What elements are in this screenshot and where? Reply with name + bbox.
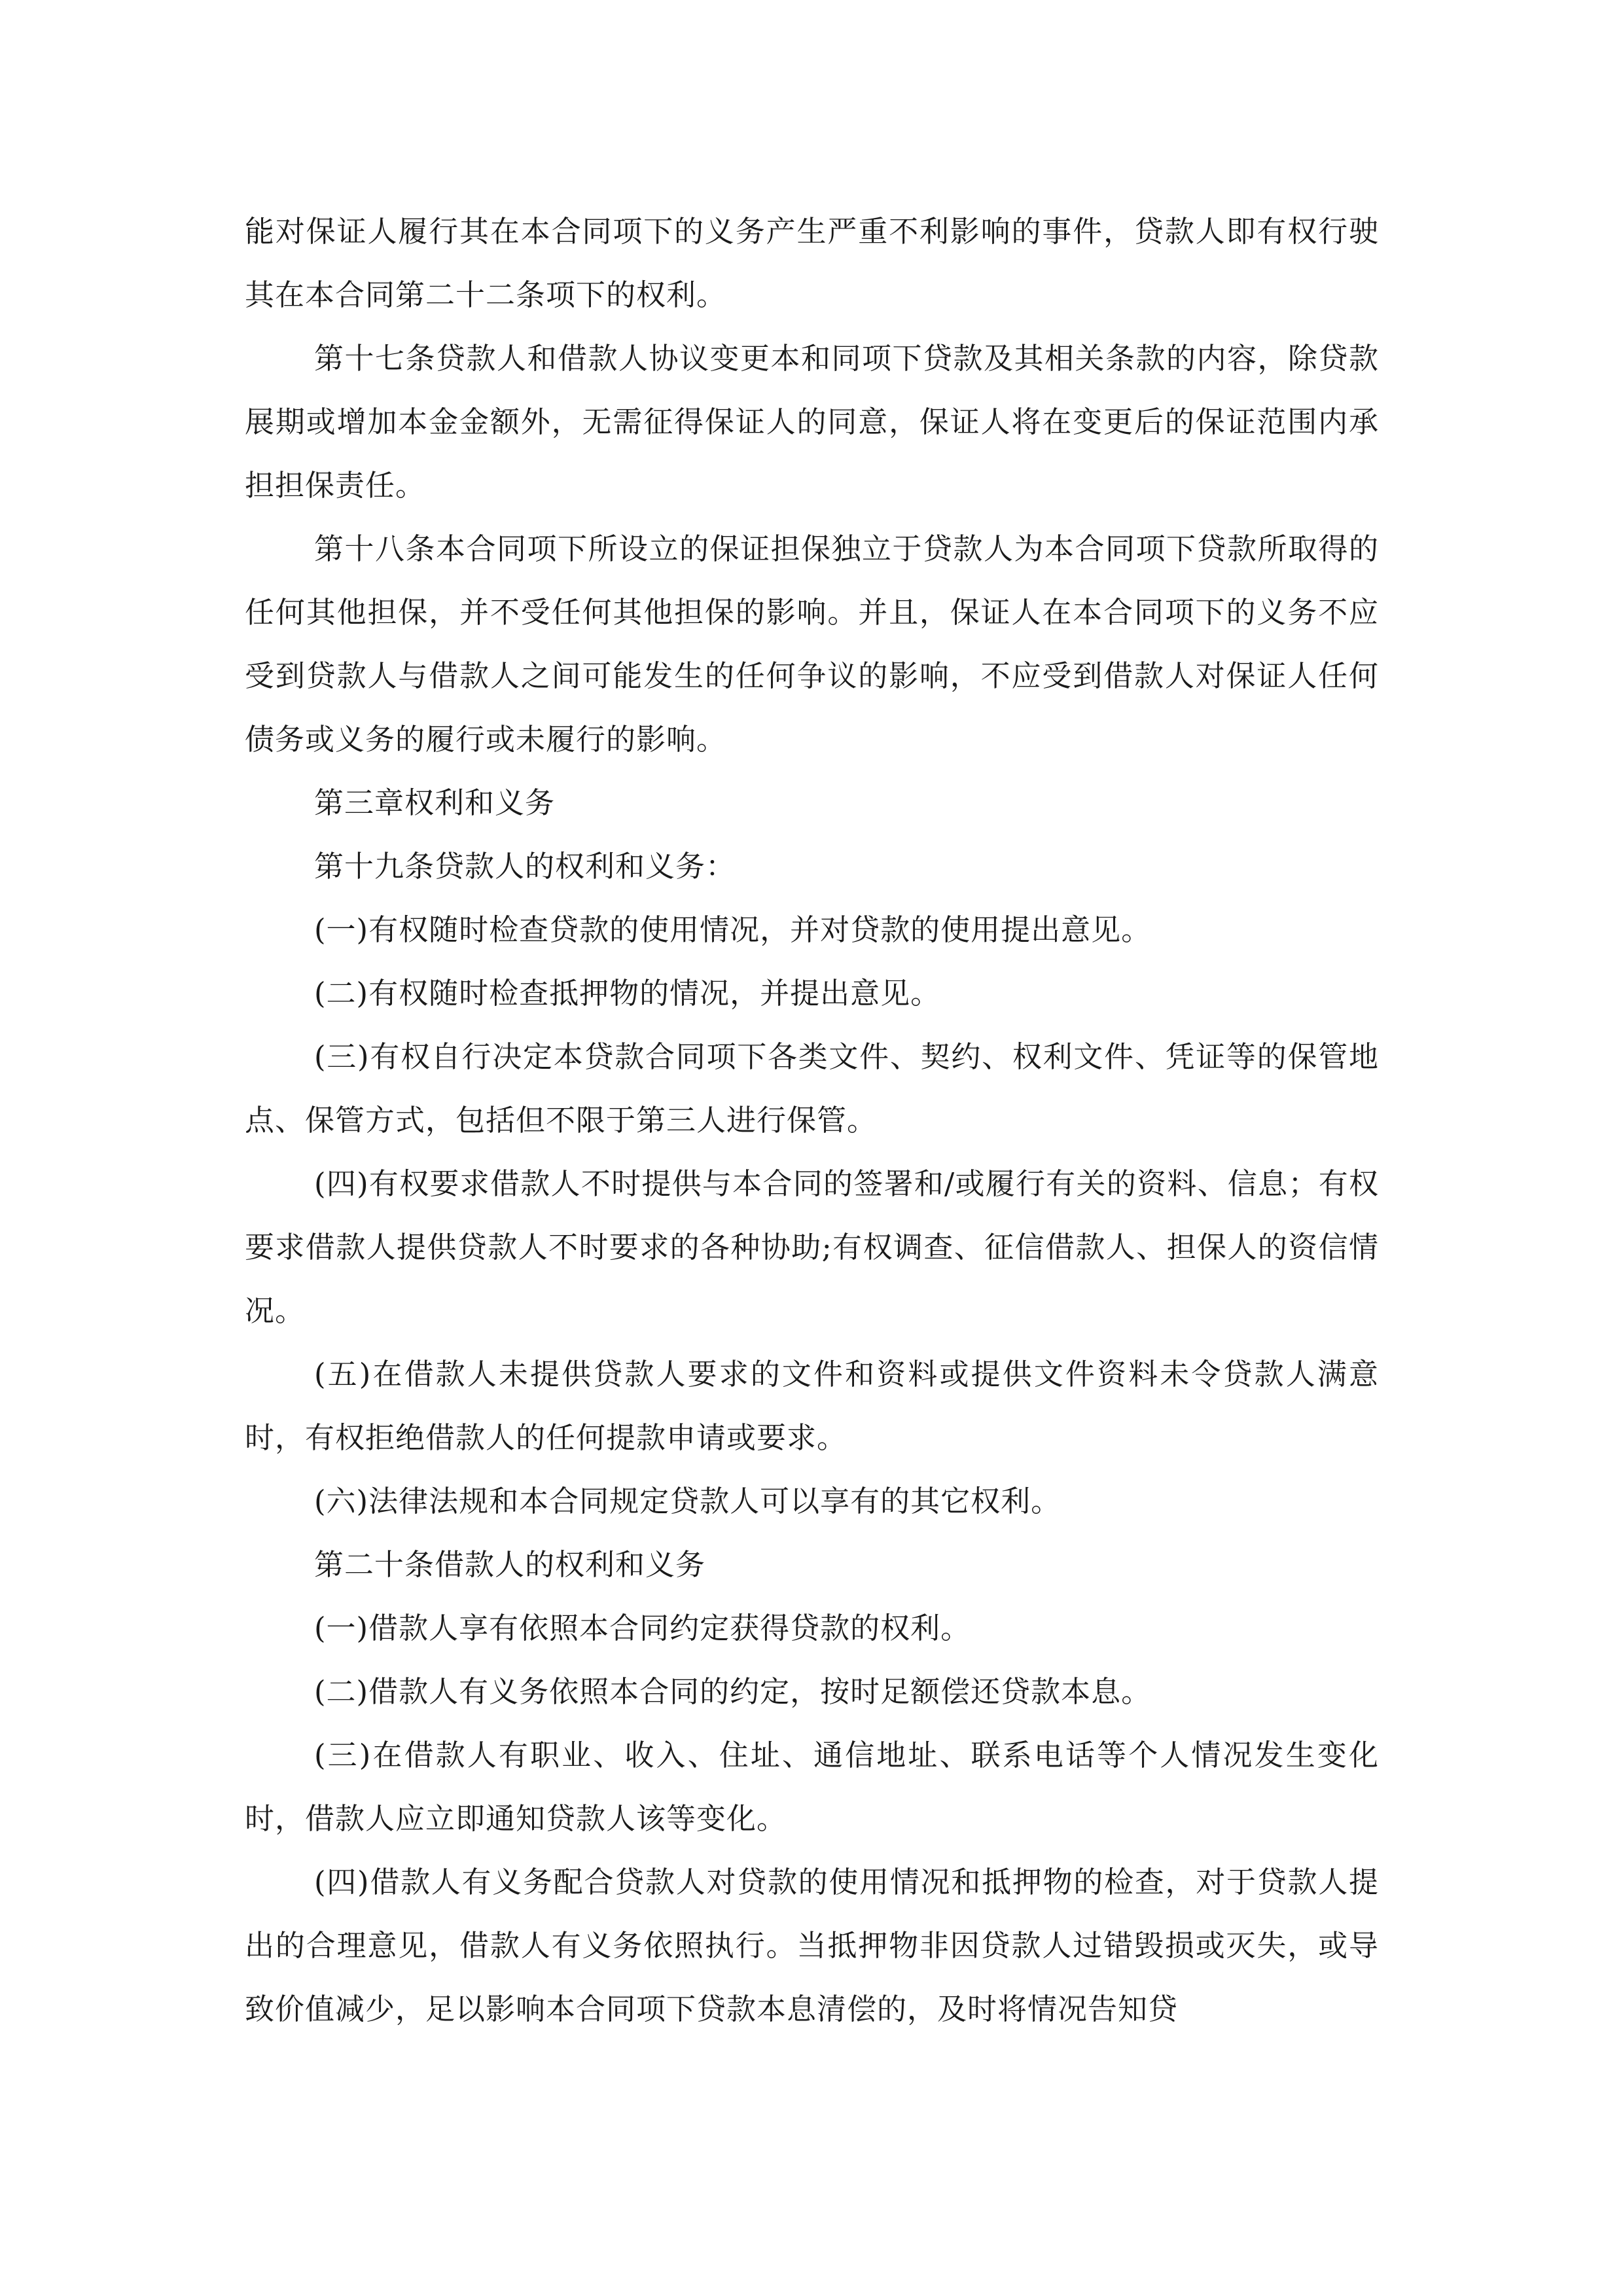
list-item: (二)借款人有义务依照本合同的约定，按时足额偿还贷款本息。: [314, 1674, 1152, 1709]
list-item: (一)有权随时检查贷款的使用情况，并对贷款的使用提出意见。: [314, 912, 1152, 947]
list-item: (二)有权随时检查抵押物的情况，并提出意见。: [314, 976, 941, 1011]
chapter-heading: 第三章权利和义务: [314, 785, 556, 820]
list-item: (六)法律法规和本合同规定贷款人可以享有的其它权利。: [314, 1484, 1061, 1518]
list-item: (五)在借款人未提供贷款人要求的文件和资料或提供文件资料未令贷款人满意时，有权拒绝借款人的任何提款申请或要求。: [245, 1357, 1379, 1455]
paragraph-article-18: 第十八条本合同项下所设立的保证担保独立于贷款人为本合同项下贷款所取得的任何其他担保，并不受任何其他担保的影响。并且，保证人在本合同项下的义务不应受到贷款人与借款人之间可能发生的任何争议的影响，不应受到借款人对保证人任何债务或义务的履行或未履行的影响。: [245, 531, 1379, 757]
list-item: (四)有权要求借款人不时提供与本合同的签署和/或履行有关的资料、信息；有权要求借款人提供贷款人不时要求的各种协助;有权调查、征信借款人、担保人的资信情况。: [245, 1166, 1379, 1328]
paragraph-article-17: 第十七条贷款人和借款人协议变更本和同项下贷款及其相关条款的内容，除贷款展期或增加本金金额外，无需征得保证人的同意，保证人将在变更后的保证范围内承担担保责任。: [245, 341, 1379, 503]
list-item: (四)借款人有义务配合贷款人对贷款的使用情况和抵押物的检查，对于贷款人提出的合理意见，借款人有义务依照执行。当抵押物非因贷款人过错毁损或灭失，或导致价值减少，足以影响本合同项下贷款本息清偿的，及时将情况告知贷: [245, 1865, 1379, 2026]
list-item: (三)在借款人有职业、收入、住址、通信地址、联系电话等个人情况发生变化时，借款人应立即通知贷款人该等变化。: [245, 1738, 1379, 1836]
paragraph-continuation: 能对保证人履行其在本合同项下的义务产生严重不利影响的事件，贷款人即有权行驶其在本合同第二十二条项下的权利。: [245, 214, 1379, 312]
paragraph-article-20: 第二十条借款人的权利和义务: [314, 1547, 706, 1582]
contract-body: [245, 200, 1379, 2041]
list-item: (三)有权自行决定本贷款合同项下各类文件、契约、权利文件、凭证等的保管地点、保管方式，包括但不限于第三人进行保管。: [245, 1039, 1379, 1138]
list-item: (一)借款人享有依照本合同约定获得贷款的权利。: [314, 1611, 971, 1645]
paragraph-article-19: 第十九条贷款人的权利和义务：: [314, 849, 736, 884]
